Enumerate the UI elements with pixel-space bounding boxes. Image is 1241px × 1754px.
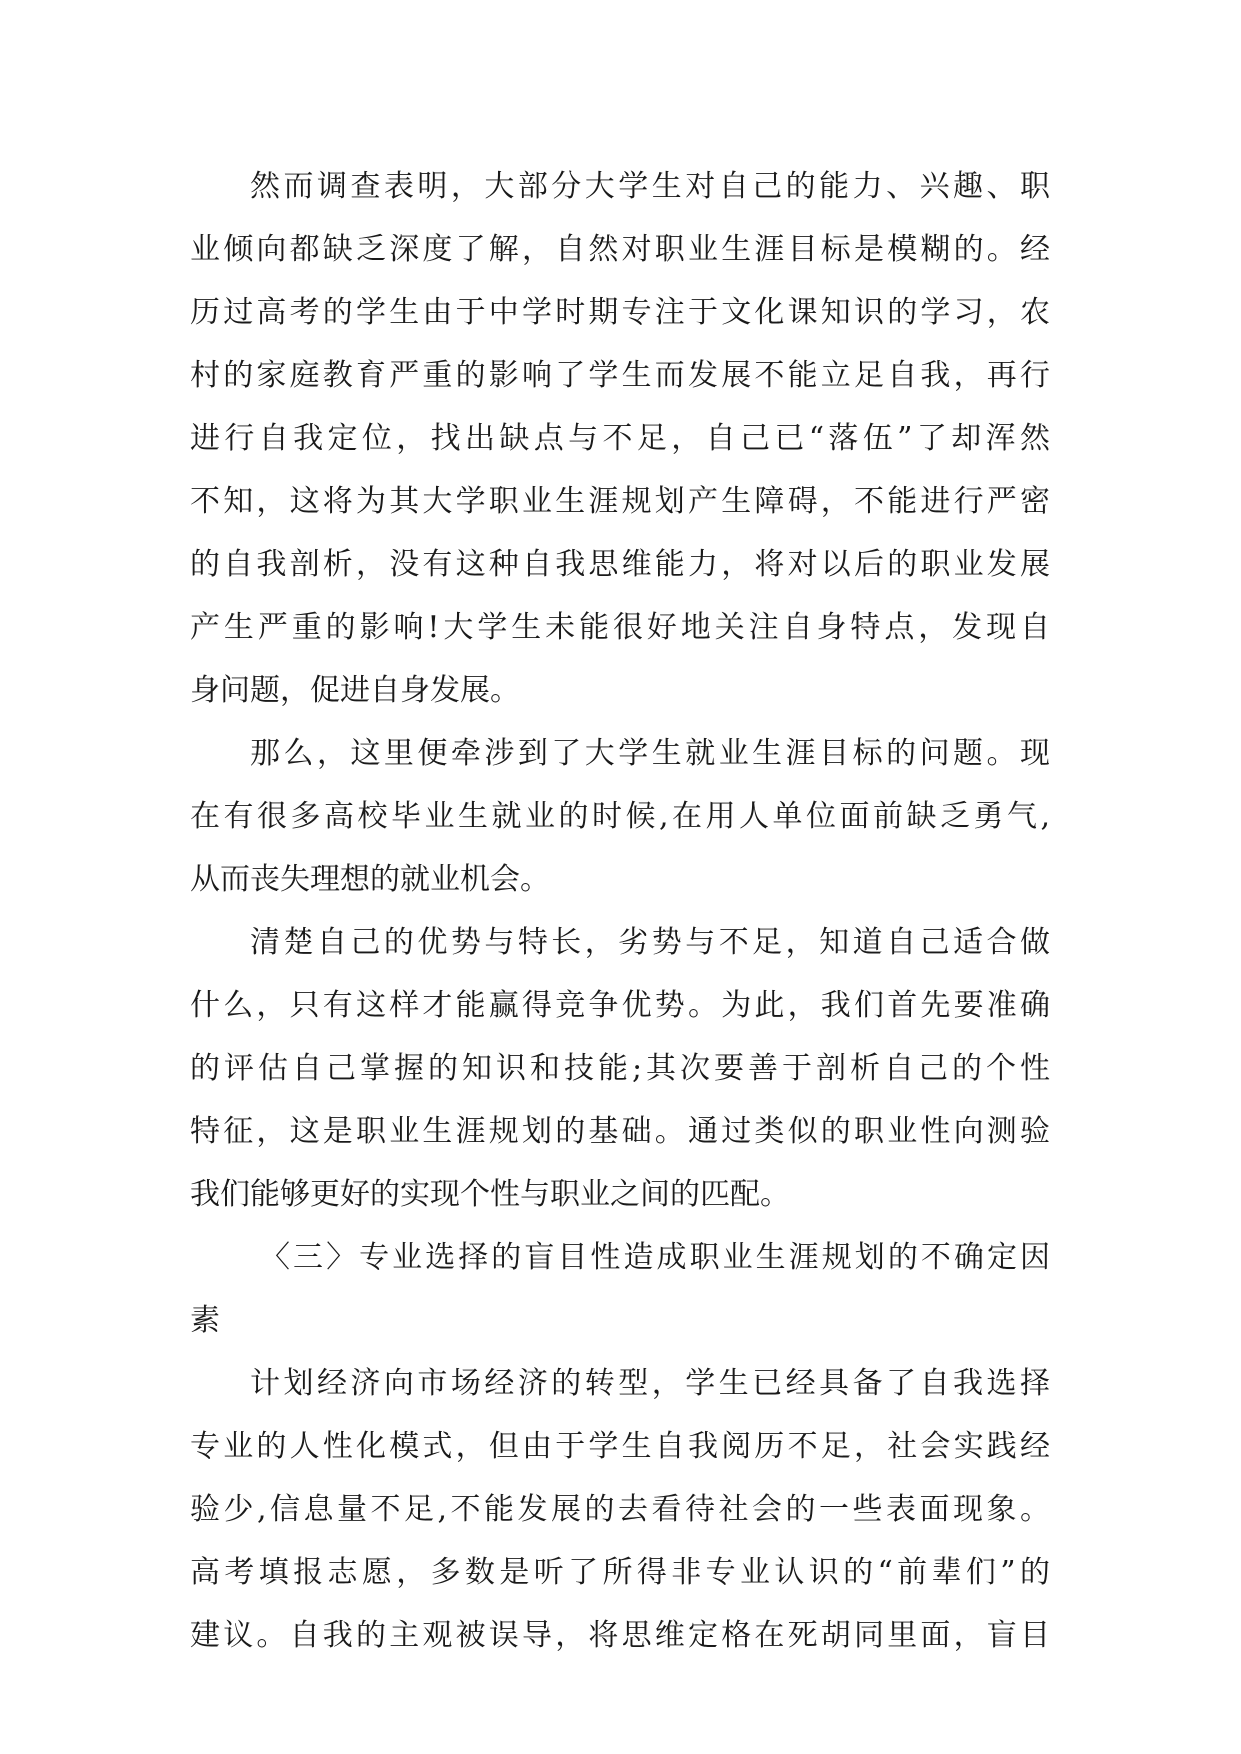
text-line: 在有很多高校毕业生就业的时候,在用人单位面前缺乏勇气, (190, 799, 1050, 834)
text-line: 的评估自己掌握的知识和技能;其次要善于剖析自己的个性 (190, 1051, 1050, 1086)
text-line: 村的家庭教育严重的影响了学生而发展不能立足自我，再行 (190, 358, 1050, 393)
text-line: 清楚自己的优势与特长，劣势与不足，知道自己适合做 (250, 925, 1050, 960)
body-text (190, 155, 1050, 1667)
text-line: 产生严重的影响!大学生未能很好地关注自身特点，发现自 (190, 610, 1050, 645)
text-line: 高考填报志愿，多数是听了所得非专业认识的“前辈们”的 (190, 1555, 1050, 1590)
text-line: 特征，这是职业生涯规划的基础。通过类似的职业性向测验 (190, 1114, 1050, 1149)
text-line: 历过高考的学生由于中学时期专注于文化课知识的学习，农 (190, 295, 1050, 330)
text-line: 进行自我定位，找出缺点与不足，自己已“落伍”了却浑然 (190, 421, 1050, 456)
text-line: 然而调查表明，大部分大学生对自己的能力、兴趣、职 (250, 169, 1050, 204)
text-line: 建议。自我的主观被误导，将思维定格在死胡同里面，盲目 (190, 1618, 1050, 1653)
text-line: 身问题，促进自身发展。 (190, 673, 520, 708)
text-line: 专业的人性化模式，但由于学生自我阅历不足，社会实践经 (190, 1429, 1050, 1464)
text-line: 计划经济向市场经济的转型，学生已经具备了自我选择 (250, 1366, 1050, 1401)
text-line: 验少,信息量不足,不能发展的去看待社会的一些表面现象。 (190, 1492, 1050, 1527)
text-line: 从而丧失理想的就业机会。 (190, 862, 550, 897)
text-line: 不知，这将为其大学职业生涯规划产生障碍，不能进行严密 (190, 484, 1050, 519)
text-line: 业倾向都缺乏深度了解，自然对职业生涯目标是模糊的。经 (190, 232, 1050, 267)
text-line: 的自我剖析，没有这种自我思维能力，将对以后的职业发展 (190, 547, 1050, 582)
text-line: 什么，只有这样才能赢得竞争优势。为此，我们首先要准确 (190, 988, 1050, 1023)
text-line: 素 (190, 1303, 220, 1338)
section-heading-line: 〈三〉专业选择的盲目性造成职业生涯规划的不确定因 (260, 1240, 1050, 1275)
text-line: 那么，这里便牵涉到了大学生就业生涯目标的问题。现 (250, 736, 1050, 771)
text-line: 我们能够更好的实现个性与职业之间的匹配。 (190, 1177, 790, 1212)
